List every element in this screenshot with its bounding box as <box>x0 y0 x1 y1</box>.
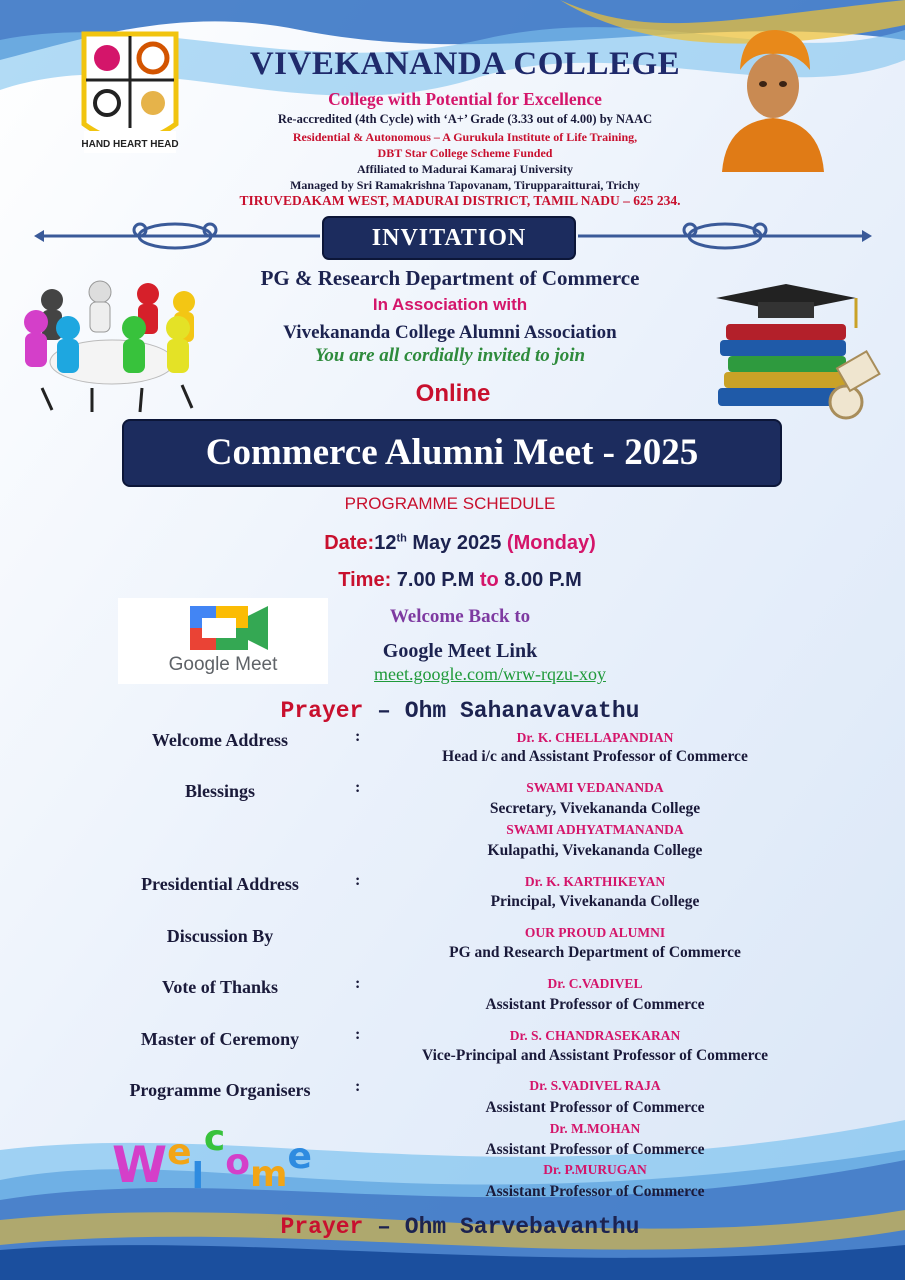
person-role: Kulapathi, Vivekananda College <box>487 842 703 859</box>
row-colon: : <box>355 1026 361 1043</box>
department-name: PG & Research Department of Commerce <box>260 266 640 290</box>
person-name: SWAMI ADHYATMANANDA <box>506 822 684 837</box>
welcome-art-letter: l <box>191 1156 204 1197</box>
affiliation-text: Affiliated to Madurai Kamaraj University <box>357 162 573 176</box>
association-prefix: In Association with <box>372 295 528 314</box>
welcome-art-letter: e <box>287 1136 312 1177</box>
opening-prayer: Prayer – Ohm Sahanavavathu <box>280 698 640 724</box>
row-label-programme-organisers: Programme Organisers <box>129 1080 311 1100</box>
college-emblem <box>78 28 182 160</box>
person-role: PG and Research Department of Commerce <box>449 944 741 961</box>
person-role: Assistant Professor of Commerce <box>485 1099 705 1116</box>
person-role: Secretary, Vivekananda College <box>489 800 701 817</box>
invitation-banner: INVITATION <box>322 216 576 260</box>
row-label-master-of-ceremony: Master of Ceremony <box>140 1029 300 1049</box>
welcome-art-letter: c <box>203 1118 226 1159</box>
person-role: Principal, Vivekananda College <box>490 893 700 910</box>
person-name: Dr. M.MOHAN <box>549 1121 641 1136</box>
management-text: Managed by Sri Ramakrishna Tapovanam, Tirupparaitturai, Trichy <box>290 178 640 192</box>
row-colon: : <box>355 779 361 796</box>
event-title: Commerce Alumni Meet - 2025 <box>122 419 782 487</box>
closing-prayer: Prayer – Ohm Sarvebavanthu <box>280 1214 640 1240</box>
row-colon: : <box>355 872 361 889</box>
person-name: Dr. S. CHANDRASEKARAN <box>509 1028 681 1043</box>
emblem-motto: HAND HEART HEAD <box>81 139 179 150</box>
meet-link-title: Google Meet Link <box>382 640 538 662</box>
person-role: Head i/c and Assistant Professor of Commerce <box>442 748 748 765</box>
event-mode: Online <box>415 380 491 407</box>
row-label-presidential-address: Presidential Address <box>141 874 299 894</box>
schedule-heading: PROGRAMME SCHEDULE <box>344 494 556 513</box>
books-graduation-cap-illustration <box>706 284 896 424</box>
person-name: Dr. S.VADIVEL RAJA <box>529 1078 661 1093</box>
row-colon: : <box>355 1078 361 1095</box>
meeting-people-illustration <box>12 270 212 420</box>
person-name: Dr. P.MURUGAN <box>543 1162 647 1177</box>
welcome-back-text: Welcome Back to <box>389 606 531 627</box>
welcome-art-text <box>112 1118 312 1197</box>
row-colon: : <box>355 728 361 745</box>
row-label-welcome-address: Welcome Address <box>151 730 289 750</box>
welcome-art-letter: m <box>250 1154 288 1195</box>
college-name: VIVEKANANDA COLLEGE <box>249 46 681 82</box>
person-role: Assistant Professor of Commerce <box>485 1141 705 1158</box>
alumni-association: Vivekananda College Alumni Association <box>283 322 617 343</box>
person-role: Assistant Professor of Commerce <box>485 996 705 1013</box>
welcome-art-letter: W <box>112 1136 168 1194</box>
accreditation-text: Re-accredited (4th Cycle) with ‘A+’ Grade (3.33 out of 4.00) by NAAC <box>277 112 653 126</box>
status-text: Residential & Autonomous – A Gurukula Institute of Life Training, <box>292 130 638 144</box>
college-tagline: College with Potential for Excellence <box>328 89 602 109</box>
person-name: Dr. C.VADIVEL <box>547 976 643 991</box>
person-name: Dr. K. KARTHIKEYAN <box>524 874 666 889</box>
row-label-discussion-by: Discussion By <box>166 926 274 946</box>
google-meet-logo <box>118 598 328 684</box>
welcome-word-art <box>112 1118 342 1208</box>
google-meet-logo-text: Google Meet <box>168 654 278 675</box>
person-name: OUR PROUD ALUMNI <box>524 925 666 940</box>
cordial-invite-text: You are all cordially invited to join <box>314 345 586 366</box>
event-date: Date:12th May 2025 (Monday) <box>324 532 596 554</box>
row-label-vote-of-thanks: Vote of Thanks <box>161 977 279 997</box>
row-colon: : <box>355 975 361 992</box>
meet-link[interactable]: meet.google.com/wrw-rqzu-xoy <box>374 664 606 684</box>
college-address: TIRUVEDAKAM WEST, MADURAI DISTRICT, TAMIL NADU – 625 234. <box>239 193 681 208</box>
welcome-art-letter: o <box>225 1142 250 1183</box>
person-name: Dr. K. CHELLAPANDIAN <box>516 730 674 745</box>
funding-text: DBT Star College Scheme Funded <box>377 146 553 160</box>
person-role: Vice-Principal and Assistant Professor of Commerce <box>422 1047 768 1064</box>
welcome-art-letter: e <box>167 1132 192 1173</box>
person-role: Assistant Professor of Commerce <box>485 1183 705 1200</box>
person-name: SWAMI VEDANANDA <box>526 780 664 795</box>
row-label-blessings: Blessings <box>184 781 256 801</box>
event-time: Time: 7.00 P.M to 8.00 P.M <box>338 569 582 591</box>
